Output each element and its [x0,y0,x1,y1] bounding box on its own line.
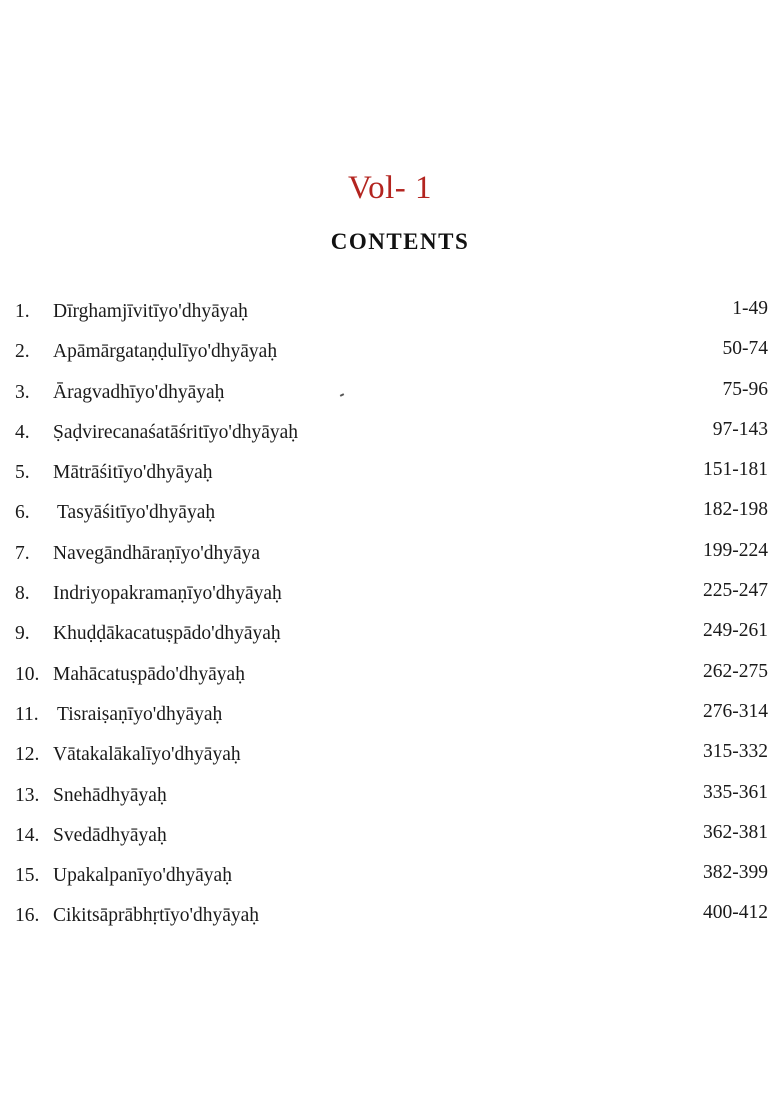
volume-title: Vol- 1 [348,170,432,206]
contents-entry [0,497,780,537]
contents-entry [0,780,780,820]
entry-title: Svedādhyāyaḥ [53,824,167,846]
contents-entry [0,296,780,336]
entry-pages: 199-224 [703,539,768,561]
contents-entry [0,578,780,618]
entry-number: 13. [15,784,40,806]
entry-number: 7. [15,542,30,564]
contents-entry [0,659,780,699]
contents-entry [0,618,780,658]
entry-pages: 151-181 [703,459,768,481]
contents-heading: CONTENTS [330,229,470,254]
entry-number: 6. [15,502,30,524]
contents-list [0,296,780,941]
entry-number: 9. [15,623,30,645]
contents-entry [0,417,780,457]
entry-title: Navegāndhāraṇīyo'dhyāya [53,542,261,564]
entry-number: 8. [15,583,30,605]
contents-entry [0,860,780,900]
entry-pages: 249-261 [703,620,768,642]
entry-title: Mahācatuṣpādo'dhyāyaḥ [53,663,245,685]
entry-pages: 315-332 [703,741,768,763]
entry-number: 16. [15,905,40,927]
entry-pages: 382-399 [703,862,768,884]
entry-title: Upakalpanīyo'dhyāyaḥ [53,865,232,887]
entry-number: 5. [15,462,30,484]
entry-pages: 262-275 [703,660,768,682]
entry-number: 1. [15,301,30,322]
entry-title: Tisraiṣaṇīyo'dhyāyaḥ [57,703,223,725]
entry-number: 12. [15,744,40,766]
entry-number: 11. [15,703,39,725]
contents-entry [0,739,780,779]
contents-entry [0,699,780,739]
entry-pages: 276-314 [703,700,768,722]
entry-pages: 97-143 [712,418,768,440]
entry-number: 3. [15,381,30,403]
entry-title: Ṣaḍvirecanaśatāśritīyo'dhyāyaḥ [53,421,299,443]
contents-entry [0,377,780,417]
entry-title: Āragvadhīyo'dhyāyaḥ [53,381,225,403]
entry-title: Dīrghamjīvitīyo'dhyāyaḥ [53,301,248,322]
entry-pages: 335-361 [703,781,768,803]
entry-title: Vātakalākalīyo'dhyāyaḥ [53,744,241,766]
contents-entry [0,457,780,497]
contents-entry [0,336,780,376]
entry-number: 4. [15,421,30,443]
entry-title: Khuḍḍākacatuṣpādo'dhyāyaḥ [53,623,281,645]
entry-number: 2. [15,341,30,363]
entry-pages: 50-74 [722,338,768,360]
contents-entry [0,820,780,860]
contents-entry [0,900,780,940]
entry-pages: 225-247 [703,580,768,602]
entry-title: Apāmārgataṇḍulīyo'dhyāyaḥ [53,341,278,363]
contents-entry [0,538,780,578]
entry-title: Tasyāśitīyo'dhyāyaḥ [57,502,216,524]
entry-title: Cikitsāprābhṛtīyo'dhyāyaḥ [53,905,260,927]
entry-title: Indriyopakramaṇīyo'dhyāyaḥ [53,583,282,605]
entry-title: Mātrāśitīyo'dhyāyaḥ [53,462,213,484]
entry-number: 10. [15,663,40,685]
entry-pages: 1-49 [732,298,768,319]
entry-pages: 362-381 [703,821,768,843]
entry-pages: 75-96 [722,378,768,400]
entry-title: Snehādhyāyaḥ [53,784,167,806]
entry-number: 14. [15,824,40,846]
entry-pages: 182-198 [703,499,768,521]
entry-number: 15. [15,865,40,887]
entry-pages: 400-412 [703,902,768,924]
